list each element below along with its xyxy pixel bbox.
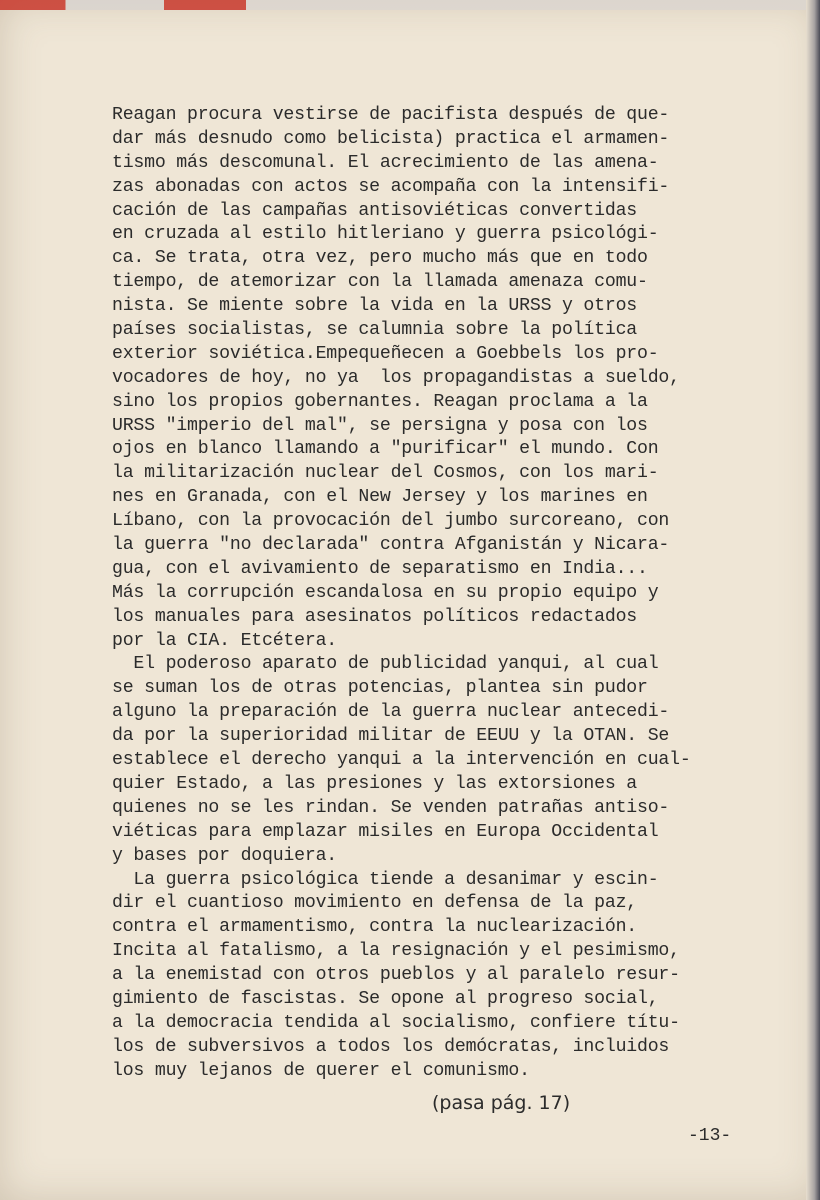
text-line: los de subversivos a todos los demócratas, incluidos [112,1036,670,1057]
text-line: tiempo, de atemorizar con la llamada amenaza comu- [112,272,648,293]
continuation-note: (pasa pág. 17) [432,1092,571,1114]
text-line: sino los propios gobernantes. Reagan proclama a la [112,391,648,412]
text-line: URSS "imperio del mal", se persigna y posa con los [112,415,648,436]
text-line: por la CIA. Etcétera. [112,630,337,651]
text-line: cación de las campañas antisoviéticas convertidas [112,200,637,221]
text-line: nista. Se miente sobre la vida en la URSS y otros [112,296,637,317]
text-line: dar más desnudo como belicista) practica el armamen- [112,128,670,149]
text-line: ojos en blanco llamando a "purificar" el mundo. Con [112,439,659,460]
text-line: Incita al fatalismo, a la resignación y el pesimismo, [112,941,680,962]
text-line: El poderoso aparato de publicidad yanqui, al cual [112,654,659,675]
text-line: tismo más descomunal. El acrecimiento de las amena- [112,152,659,173]
text-line: La guerra psicológica tiende a desanimar y escin- [112,869,659,890]
text-line: da por la superioridad militar de EEUU y la OTAN. Se [112,726,670,747]
body-text [112,104,762,1084]
text-line: ca. Se trata, otra vez, pero mucho más que en todo [112,248,648,269]
text-line: en cruzada al estilo hitleriano y guerra psicológi- [112,224,659,245]
text-line: viéticas para emplazar misiles en Europa Occidental [112,821,659,842]
text-line: establece el derecho yanqui a la intervención en cual- [112,750,691,771]
text-line: contra el armamentismo, contra la nuclearización. [112,917,637,938]
text-line: gimiento de fascistas. Se opone al progreso social, [112,988,659,1009]
text-line: la guerra "no declarada" contra Afganistán y Nicara- [112,535,670,556]
text-line: nes en Granada, con el New Jersey y los marines en [112,487,648,508]
text-line: gua, con el avivamiento de separatismo en India... [112,558,648,579]
paragraph-1 [112,104,762,653]
text-line: zas abonadas con actos se acompaña con la intensifi- [112,176,670,197]
paragraph-3 [112,869,762,1084]
text-line: se suman los de otras potencias, plantea sin pudor [112,678,648,699]
text-line: quienes no se les rindan. Se venden patrañas antiso- [112,797,670,818]
text-line: Más la corrupción escandalosa en su propio equipo y [112,582,659,603]
text-line: Líbano, con la provocación del jumbo surcoreano, con [112,511,670,532]
page-top-edge [0,0,820,10]
text-line: la militarización nuclear del Cosmos, con los mari- [112,463,659,484]
paragraph-2 [112,653,762,868]
page-number: -13- [688,1126,732,1146]
text-line: los manuales para asesinatos políticos redactados [112,606,637,627]
text-line: y bases por doquiera. [112,845,337,866]
text-line: exterior soviética.Empequeñecen a Goebbels los pro- [112,343,659,364]
text-line: alguno la preparación de la guerra nuclear antecedi- [112,702,670,723]
text-line: vocadores de hoy, no ya los propagandistas a sueldo, [112,367,680,388]
text-line: países socialistas, se calumnia sobre la política [112,320,637,341]
text-line: Reagan procura vestirse de pacifista después de que- [112,105,670,125]
text-line: quier Estado, a las presiones y las extorsiones a [112,773,637,794]
text-line: dir el cuantioso movimiento en defensa de la paz, [112,893,637,914]
text-line: a la democracia tendida al socialismo, confiere títu- [112,1012,680,1033]
text-line: los muy lejanos de querer el comunismo. [112,1060,530,1081]
page-right-edge [806,0,820,1200]
text-line: a la enemistad con otros pueblos y al paralelo resur- [112,965,680,986]
